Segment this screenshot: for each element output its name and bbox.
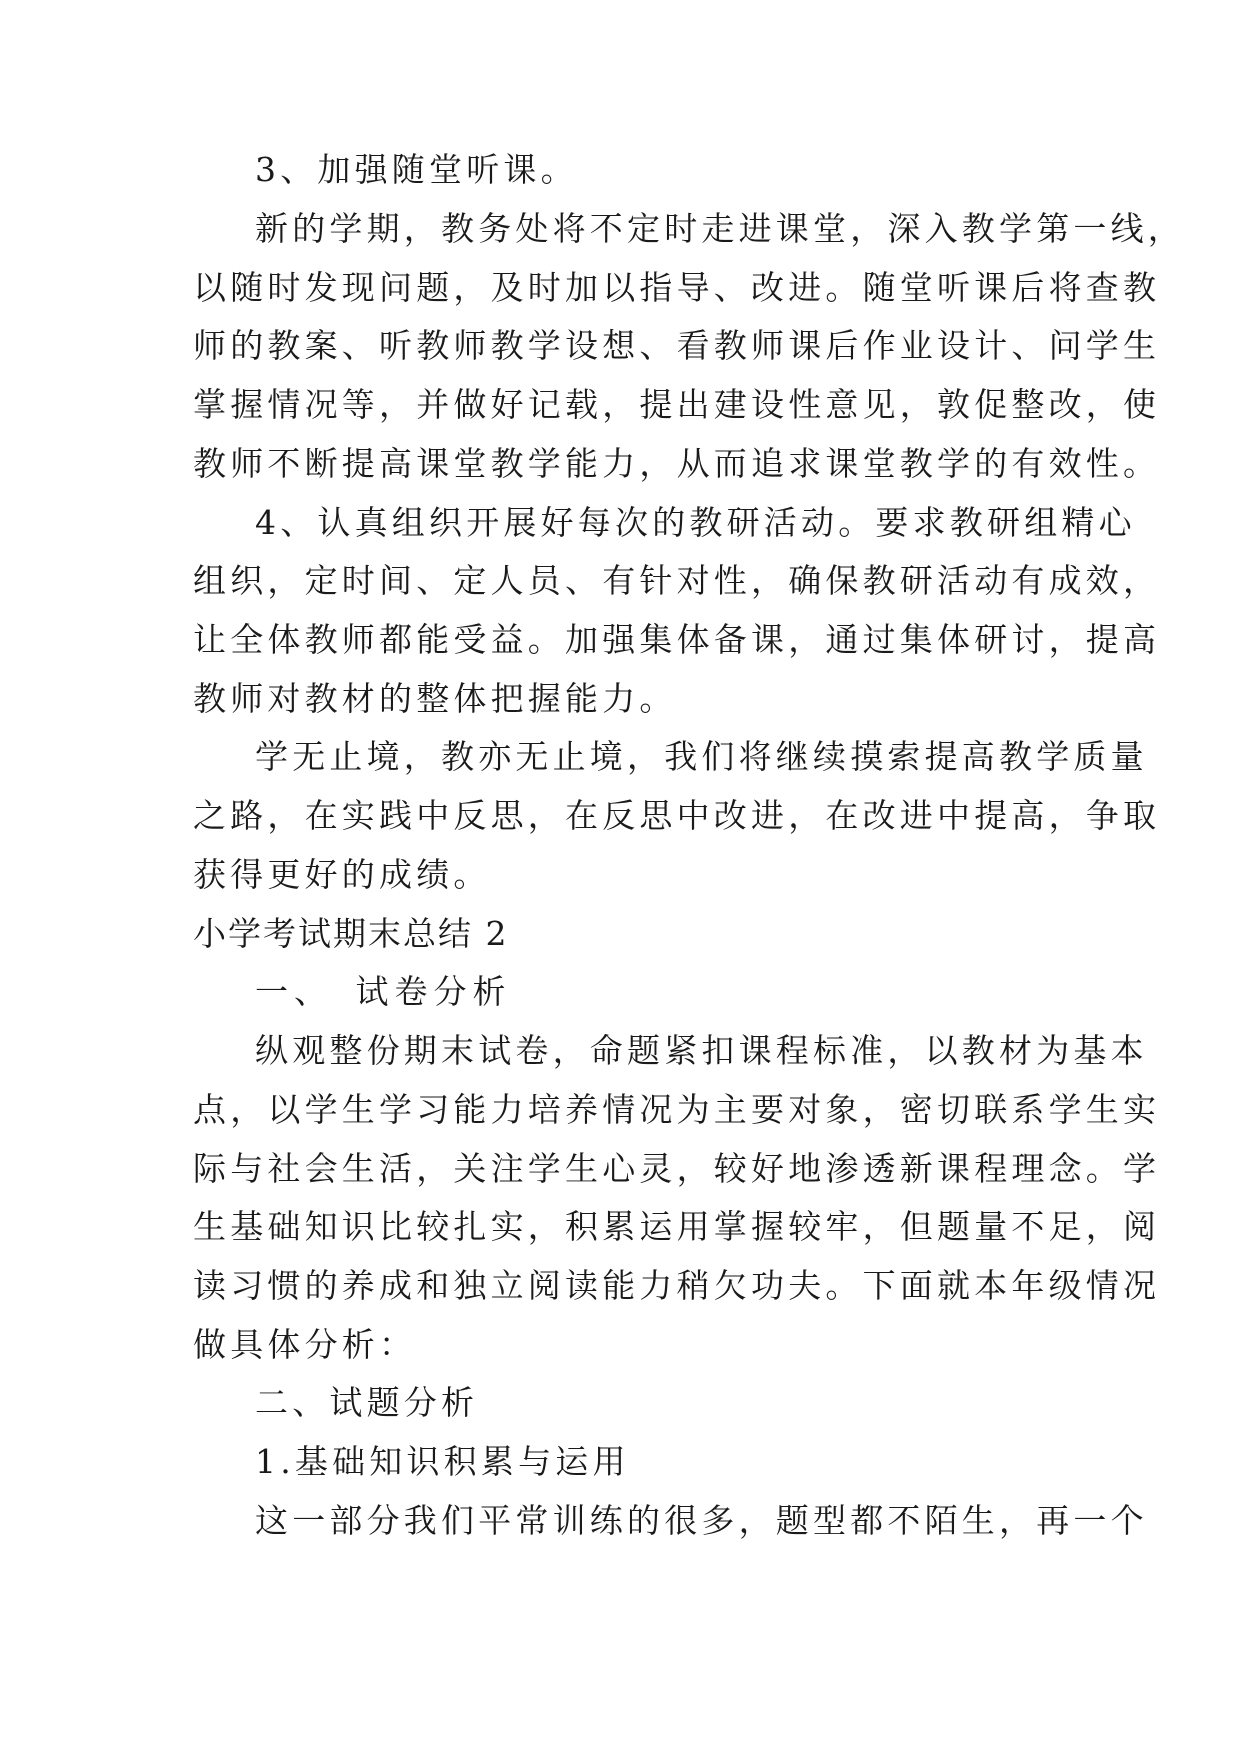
paragraph-line: 教师不断提高课堂教学能力，从而追求课堂教学的有效性。 bbox=[193, 444, 1161, 483]
paragraph-line: 点，以学生学习能力培养情况为主要对象，密切联系学生实 bbox=[193, 1090, 1161, 1129]
section-title: 小学考试期末总结 2 bbox=[193, 914, 509, 953]
paragraph-line: 生基础知识比较扎实，积累运用掌握较牢，但题量不足，阅 bbox=[193, 1207, 1161, 1246]
paragraph-line: 掌握情况等，并做好记载，提出建设性意见，敦促整改，使 bbox=[193, 385, 1161, 424]
paragraph-line: 组织，定时间、定人员、有针对性，确保教研活动有成效， bbox=[193, 561, 1161, 600]
paragraph-line: 以随时发现问题，及时加以指导、改进。随堂听课后将查教 bbox=[193, 268, 1161, 307]
paragraph-line: 新的学期，教务处将不定时走进课堂，深入教学第一线， bbox=[255, 209, 1185, 248]
paragraph-line: 教师对教材的整体把握能力。 bbox=[193, 679, 677, 718]
paragraph-line: 纵观整份期末试卷，命题紧扣课程标准，以教材为基本 bbox=[255, 1031, 1148, 1070]
section-heading: 一、 试卷分析 bbox=[255, 972, 512, 1011]
section-heading: 二、试题分析 bbox=[255, 1383, 479, 1422]
list-item-heading: 3、加强随堂听课。 bbox=[255, 150, 578, 189]
sub-section-heading: 1.基础知识积累与运用 bbox=[255, 1442, 630, 1481]
paragraph-line: 读习惯的养成和独立阅读能力稍欠功夫。下面就本年级情况 bbox=[193, 1266, 1161, 1305]
paragraph-line: 师的教案、听教师教学设想、看教师课后作业设计、问学生 bbox=[193, 326, 1161, 365]
paragraph-line: 这一部分我们平常训练的很多，题型都不陌生，再一个 bbox=[255, 1501, 1148, 1540]
paragraph-line: 之路，在实践中反思，在反思中改进，在改进中提高，争取 bbox=[193, 796, 1161, 835]
paragraph-line: 际与社会生活，关注学生心灵，较好地渗透新课程理念。学 bbox=[193, 1149, 1161, 1188]
paragraph-line: 让全体教师都能受益。加强集体备课，通过集体研讨，提高 bbox=[193, 620, 1161, 659]
paragraph-line: 学无止境，教亦无止境，我们将继续摸索提高教学质量 bbox=[255, 737, 1148, 776]
paragraph-line: 获得更好的成绩。 bbox=[193, 855, 491, 894]
paragraph-line: 4、认真组织开展好每次的教研活动。要求教研组精心 bbox=[255, 503, 1136, 542]
paragraph-line: 做具体分析： bbox=[193, 1325, 417, 1364]
